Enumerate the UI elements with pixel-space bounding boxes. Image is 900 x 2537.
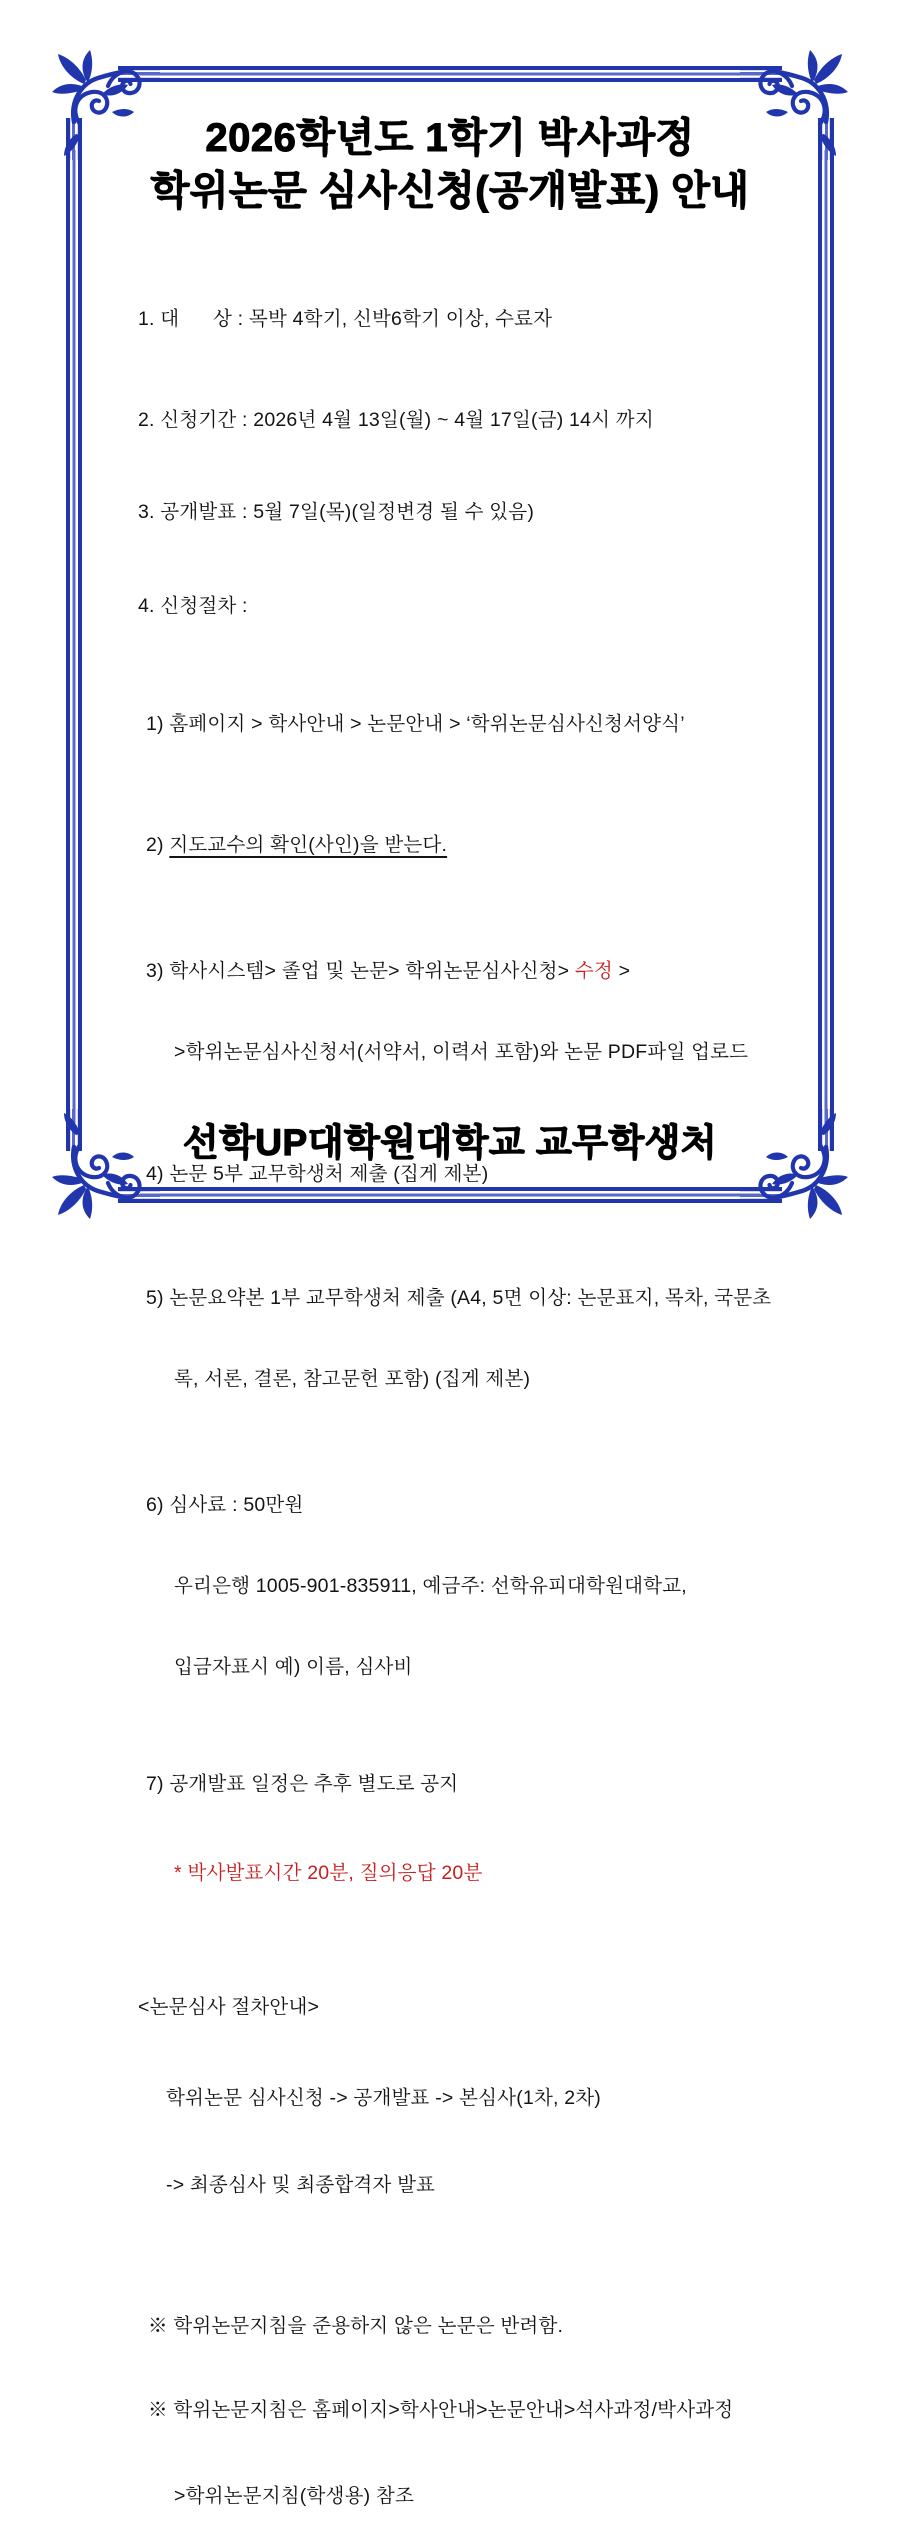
sub-item-3-line-2: >학위논문심사신청서(서약서, 이력서 포함)와 논문 PDF파일 업로드 <box>174 1041 749 1063</box>
sub-item-3-text-b: > <box>612 960 631 982</box>
sub-item-2-advisor-sign <box>138 832 836 859</box>
issuing-office: 선학UP대학원대학교 교무학생처 <box>182 1122 718 1163</box>
procedure-flow-line-2: -> 최종심사 및 최종합격자 발표 <box>166 2174 436 2196</box>
sub-item-6-fee: 6) 심사료 : 50만원 <box>146 1494 304 1516</box>
note-3-guideline-ref: >학위논문지침(학생용) 참조 <box>174 2485 414 2507</box>
sub-item-3-system-path <box>138 958 836 985</box>
sub-item-4-thesis-copies: 4) 논문 5부 교무학생처 제출 (집게 제본) <box>146 1163 489 1185</box>
sub-item-5-summary-line-1: 5) 논문요약본 1부 교무학생처 제출 (A4, 5면 이상: 논문표지, 목차, 국문초 <box>146 1287 772 1309</box>
sub-item-7-presentation-time: * 박사발표시간 20분, 질의응답 20분 <box>174 1862 483 1884</box>
note-2-guideline-path: ※ 학위논문지침은 홈페이지>학사안내>논문안내>석사과정/박사과정 <box>148 2399 734 2421</box>
document-title <box>80 112 820 218</box>
sub-item-1-homepage-path: 1) 홈페이지 > 학사안내 > 논문안내 > ‘학위논문심사신청서양식’ <box>146 713 685 735</box>
item-2-application-period: 2. 신청기간 : 2026년 4월 13일(월) ~ 4월 17일(금) 14시 까지 <box>138 409 654 431</box>
sub-item-2-underlined-text: 지도교수의 확인(사인)을 받는다. <box>169 834 448 856</box>
frame-border-top <box>140 66 760 82</box>
item-4-procedure: 4. 신청절차 : <box>138 595 248 617</box>
note-1-guideline-warning: ※ 학위논문지침을 준용하지 않은 논문은 반려함. <box>148 2315 564 2337</box>
item-3-public-presentation: 3. 공개발표 : 5월 7일(목)(일정변경 될 수 있음) <box>138 501 535 523</box>
notice-body <box>138 252 836 2537</box>
item-1-target: 1. 대 상 : 목박 4학기, 신박6학기 이상, 수료자 <box>138 308 553 330</box>
frame-border-left <box>66 150 82 1123</box>
procedure-guide-title: <논문심사 절차안내> <box>138 1996 320 2018</box>
sub-item-3-red-edit: 수정 <box>574 960 613 982</box>
sub-item-6-deposit-name: 입금자표시 예) 이름, 심사비 <box>174 1656 413 1678</box>
sub-item-5-summary-line-2: 록, 서론, 결론, 참고문헌 포함) (집게 제본) <box>174 1368 531 1390</box>
sub-item-2-number: 2) <box>146 834 170 856</box>
procedure-flow-line-1: 학위논문 심사신청 -> 공개발표 -> 본심사(1차, 2차) <box>166 2087 601 2109</box>
sub-item-6-bank-account: 우리은행 1005-901-835911, 예금주: 선학유피대학원대학교, <box>174 1575 687 1597</box>
document-title-line2: 학위논문 심사신청(공개발표) 안내 <box>150 169 750 213</box>
document-title-line1: 2026학년도 1학기 박사과정 <box>205 116 695 160</box>
sub-item-7-schedule-notice: 7) 공개발표 일정은 추후 별도로 공지 <box>146 1773 459 1795</box>
sub-item-3-text-a: 3) 학사시스템> 졸업 및 논문> 학위논문심사신청> <box>146 960 575 982</box>
